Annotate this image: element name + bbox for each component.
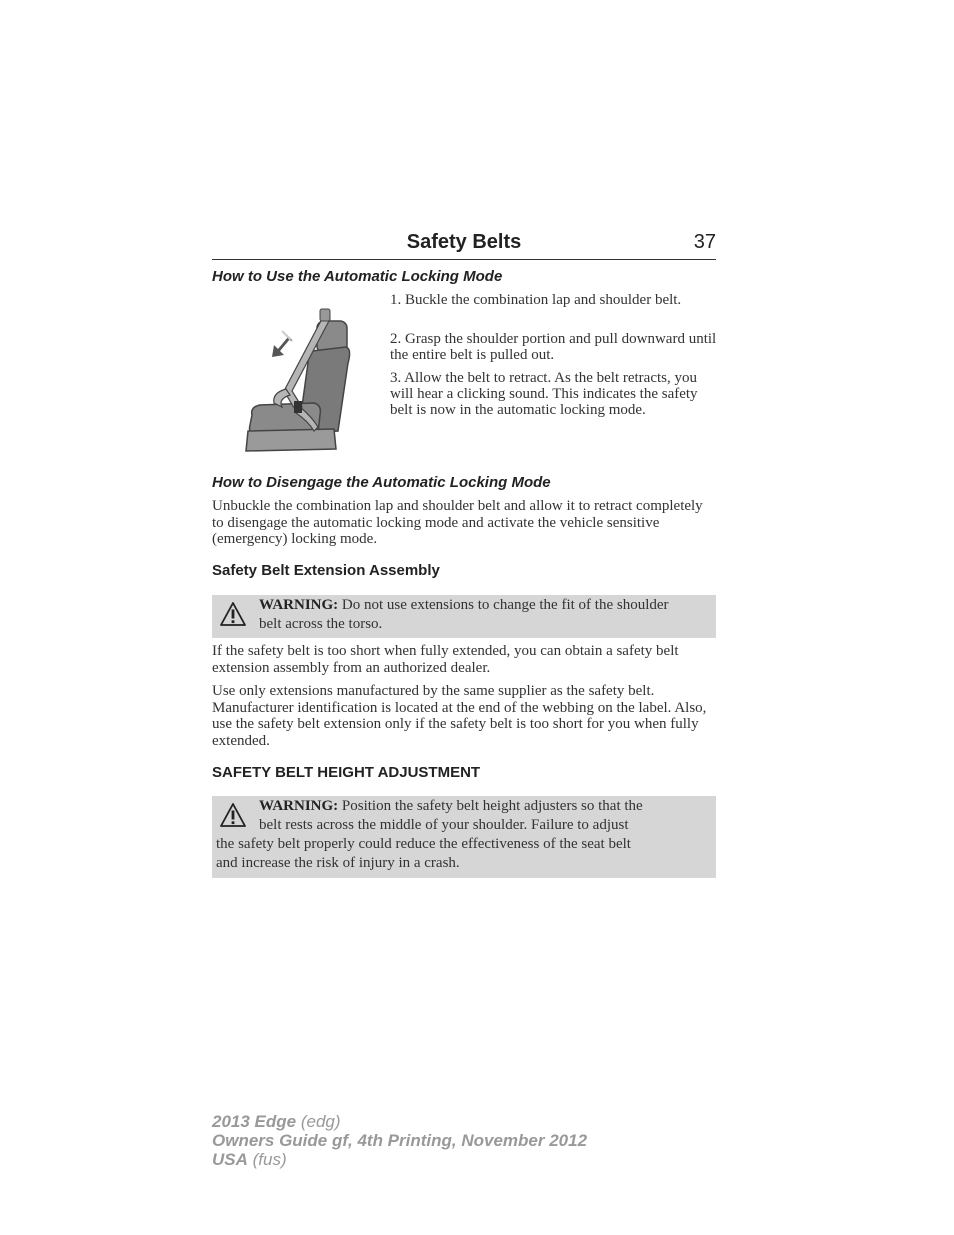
warning-box-extension	[212, 595, 716, 638]
footer-market	[212, 1150, 287, 1170]
warning-line-2: belt rests across the middle of your shoulder. Failure to adjust	[259, 817, 629, 833]
step-3: 3. Allow the belt to retract. As the belt retracts, you will hear a clicking sound. This indicates the safety belt is now in the automatic locking mode.	[390, 370, 698, 418]
extension-para-1: If the safety belt is too short when fully extended, you can obtain a safety belt extension assembly from an authorized dealer.	[212, 643, 679, 676]
heading-extension: Safety Belt Extension Assembly	[212, 562, 440, 579]
step-2: 2. Grasp the shoulder portion and pull downward until the entire belt is pulled out.	[390, 331, 717, 363]
warning-body-1: Position the safety belt height adjusters so that the	[338, 798, 643, 814]
footer-printing: Owners Guide gf, 4th Printing, November 2012	[212, 1131, 588, 1150]
warning-line-3: the safety belt properly could reduce the effectiveness of the seat belt	[216, 836, 631, 852]
heading-disengage: How to Disengage the Automatic Locking Mode	[212, 474, 551, 491]
section-title: Safety Belts	[406, 231, 522, 253]
heading-height-adjustment: SAFETY BELT HEIGHT ADJUSTMENT	[212, 764, 481, 781]
extension-para-2: Use only extensions manufactured by the same supplier as the safety belt. Manufacturer identification is located at the end of the webbing on the label. Also, use the safety belt extension only if the safety belt is too short for you when fully extended.	[212, 683, 707, 749]
footer-model-code: (edg)	[296, 1112, 341, 1131]
warning-text-extension	[259, 596, 689, 634]
warning-triangle-icon	[219, 601, 247, 627]
step-1: 1. Buckle the combination lap and shoulder belt.	[390, 292, 682, 308]
page-header	[212, 229, 716, 260]
footer-market-code: (fus)	[247, 1150, 287, 1169]
disengage-body: Unbuckle the combination lap and shoulder belt and allow it to retract completely to disengage the automatic locking mode and activate the vehicle sensitive (emergency) locking mode.	[212, 498, 703, 547]
page-number: 37	[693, 231, 716, 253]
warning-label: WARNING:	[259, 798, 339, 814]
footer-market-name: USA	[212, 1150, 248, 1169]
footer-model-name: 2013 Edge	[212, 1112, 297, 1131]
warning-line-1	[259, 797, 643, 816]
seat-belt-illustration	[242, 303, 354, 453]
heading-auto-lock: How to Use the Automatic Locking Mode	[212, 268, 503, 285]
warning-label: WARNING:	[259, 597, 339, 613]
warning-triangle-icon	[219, 802, 247, 828]
warning-line-4: and increase the risk of injury in a crash.	[216, 855, 460, 871]
footer-model	[212, 1112, 341, 1132]
warning-box-height	[212, 796, 716, 878]
warning-body: Do not use extensions to change the fit of the shoulder belt across the torso.	[259, 597, 669, 632]
